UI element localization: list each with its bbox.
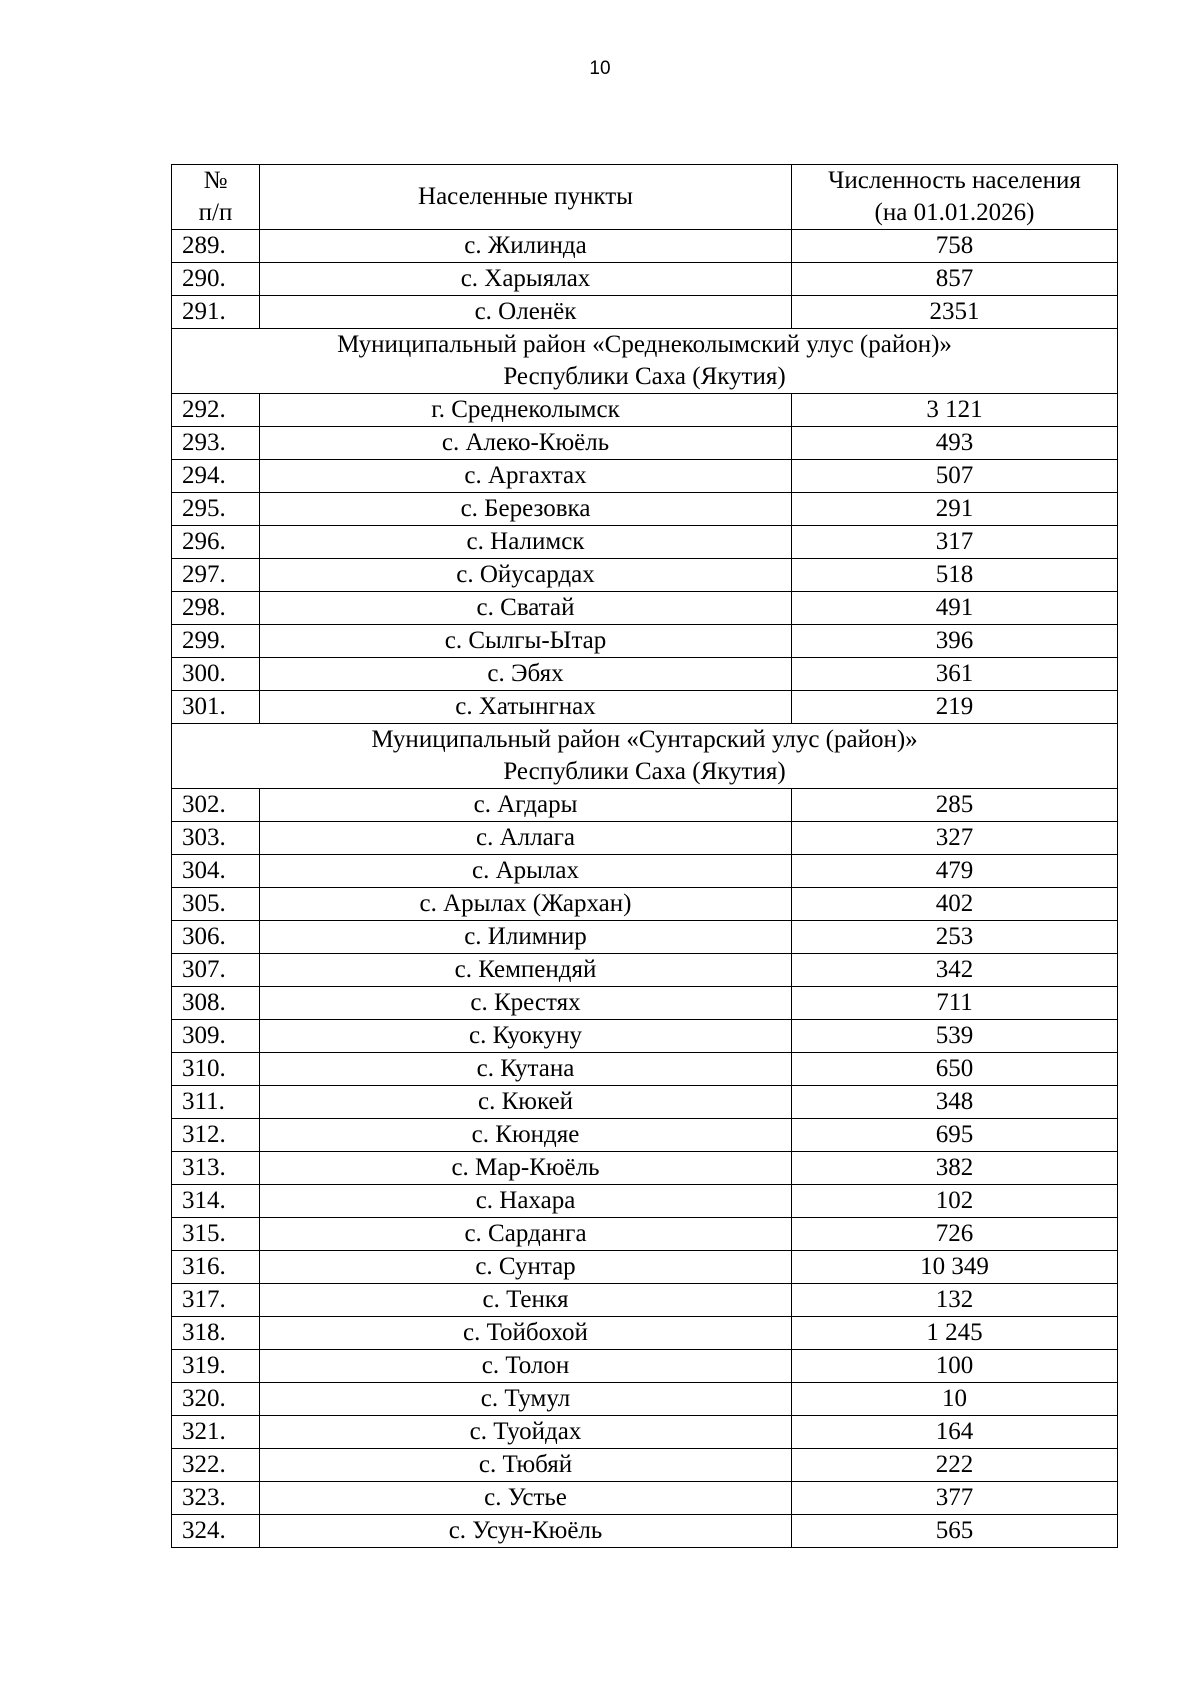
population-value: 479	[792, 855, 1118, 888]
table-row	[172, 592, 1118, 625]
row-number: 301.	[172, 691, 260, 724]
row-number: 298.	[172, 592, 260, 625]
district-heading	[172, 724, 1118, 789]
table-row	[172, 1251, 1118, 1284]
row-number: 313.	[172, 1152, 260, 1185]
population-value: 285	[792, 789, 1118, 822]
row-number: 309.	[172, 1020, 260, 1053]
population-value: 327	[792, 822, 1118, 855]
table-row	[172, 658, 1118, 691]
population-value: 695	[792, 1119, 1118, 1152]
table-row	[172, 1449, 1118, 1482]
table-row	[172, 1119, 1118, 1152]
settlement-name: с. Усун-Кюёль	[260, 1515, 792, 1548]
population-value: 132	[792, 1284, 1118, 1317]
settlement-name: с. Кюкей	[260, 1086, 792, 1119]
settlement-name: с. Харыялах	[260, 263, 792, 296]
population-value: 10 349	[792, 1251, 1118, 1284]
settlement-name: с. Сылгы-Ытар	[260, 625, 792, 658]
settlement-name: с. Устье	[260, 1482, 792, 1515]
table-row	[172, 296, 1118, 329]
row-number: 305.	[172, 888, 260, 921]
row-number: 323.	[172, 1482, 260, 1515]
row-number: 291.	[172, 296, 260, 329]
population-value: 317	[792, 526, 1118, 559]
settlement-name: с. Хатынгнах	[260, 691, 792, 724]
settlement-name: с. Кемпендяй	[260, 954, 792, 987]
table-row	[172, 1317, 1118, 1350]
table-row	[172, 822, 1118, 855]
settlement-name: с. Сватай	[260, 592, 792, 625]
row-number: 299.	[172, 625, 260, 658]
population-value: 491	[792, 592, 1118, 625]
table-row	[172, 1218, 1118, 1251]
district-heading-line1: Муниципальный район «Сунтарский улус (район)»	[371, 726, 918, 753]
table-row	[172, 987, 1118, 1020]
table-row	[172, 1152, 1118, 1185]
row-number: 300.	[172, 658, 260, 691]
population-value: 650	[792, 1053, 1118, 1086]
population-value: 507	[792, 460, 1118, 493]
table-body	[172, 230, 1118, 1548]
table-row	[172, 789, 1118, 822]
table-row	[172, 263, 1118, 296]
header-number	[172, 165, 260, 230]
settlement-name: с. Ойусардах	[260, 559, 792, 592]
settlement-name: с. Кутана	[260, 1053, 792, 1086]
row-number: 293.	[172, 427, 260, 460]
settlement-name: с. Березовка	[260, 493, 792, 526]
settlement-name: с. Туойдах	[260, 1416, 792, 1449]
population-value: 164	[792, 1416, 1118, 1449]
population-value: 3 121	[792, 394, 1118, 427]
table-row	[172, 691, 1118, 724]
table-row	[172, 855, 1118, 888]
row-number: 307.	[172, 954, 260, 987]
row-number: 316.	[172, 1251, 260, 1284]
row-number: 290.	[172, 263, 260, 296]
table-row	[172, 427, 1118, 460]
settlement-name: с. Крестях	[260, 987, 792, 1020]
population-value: 565	[792, 1515, 1118, 1548]
table-row	[172, 954, 1118, 987]
settlement-name: с. Оленёк	[260, 296, 792, 329]
population-value: 758	[792, 230, 1118, 263]
population-value: 102	[792, 1185, 1118, 1218]
row-number: 322.	[172, 1449, 260, 1482]
row-number: 297.	[172, 559, 260, 592]
table-row	[172, 394, 1118, 427]
table-row	[172, 888, 1118, 921]
row-number: 295.	[172, 493, 260, 526]
settlement-name: г. Среднеколымск	[260, 394, 792, 427]
table-row	[172, 1482, 1118, 1515]
district-heading	[172, 329, 1118, 394]
settlement-name: с. Алеко-Кюёль	[260, 427, 792, 460]
table-row	[172, 1350, 1118, 1383]
row-number: 308.	[172, 987, 260, 1020]
population-value: 219	[792, 691, 1118, 724]
header-number-line1: №	[203, 167, 228, 194]
table-row	[172, 921, 1118, 954]
header-population	[792, 165, 1118, 230]
row-number: 312.	[172, 1119, 260, 1152]
settlement-name: с. Аллага	[260, 822, 792, 855]
population-value: 396	[792, 625, 1118, 658]
table-row	[172, 1086, 1118, 1119]
settlement-name: с. Нахара	[260, 1185, 792, 1218]
settlement-name: с. Налимск	[260, 526, 792, 559]
district-heading-line2: Республики Саха (Якутия)	[503, 758, 786, 785]
header-population-line1: Численность населения	[828, 167, 1081, 194]
table-row	[172, 1185, 1118, 1218]
settlement-name: с. Мар-Кюёль	[260, 1152, 792, 1185]
header-population-line2: (на 01.01.2026)	[874, 199, 1035, 226]
row-number: 302.	[172, 789, 260, 822]
population-value: 2351	[792, 296, 1118, 329]
population-value: 857	[792, 263, 1118, 296]
district-row	[172, 724, 1118, 789]
population-value: 539	[792, 1020, 1118, 1053]
settlement-name: с. Жилинда	[260, 230, 792, 263]
table-row	[172, 493, 1118, 526]
page-number: 10	[589, 58, 611, 79]
population-value: 1 245	[792, 1317, 1118, 1350]
row-number: 296.	[172, 526, 260, 559]
settlement-name: с. Тумул	[260, 1383, 792, 1416]
population-value: 382	[792, 1152, 1118, 1185]
settlement-name: с. Кюндяе	[260, 1119, 792, 1152]
table-row	[172, 230, 1118, 263]
row-number: 315.	[172, 1218, 260, 1251]
population-value: 10	[792, 1383, 1118, 1416]
row-number: 303.	[172, 822, 260, 855]
row-number: 310.	[172, 1053, 260, 1086]
row-number: 314.	[172, 1185, 260, 1218]
settlement-name: с. Эбях	[260, 658, 792, 691]
district-heading-line2: Республики Саха (Якутия)	[503, 363, 786, 390]
row-number: 317.	[172, 1284, 260, 1317]
row-number: 294.	[172, 460, 260, 493]
table-row	[172, 460, 1118, 493]
population-value: 711	[792, 987, 1118, 1020]
row-number: 289.	[172, 230, 260, 263]
settlement-name: с. Тенкя	[260, 1284, 792, 1317]
settlement-name: с. Толон	[260, 1350, 792, 1383]
settlement-name: с. Тюбяй	[260, 1449, 792, 1482]
row-number: 304.	[172, 855, 260, 888]
settlement-name: с. Агдары	[260, 789, 792, 822]
row-number: 318.	[172, 1317, 260, 1350]
settlement-name: с. Тойбохой	[260, 1317, 792, 1350]
district-heading-line1: Муниципальный район «Среднеколымский улус (район)»	[337, 331, 952, 358]
row-number: 292.	[172, 394, 260, 427]
population-value: 348	[792, 1086, 1118, 1119]
settlement-name: с. Арылах	[260, 855, 792, 888]
row-number: 321.	[172, 1416, 260, 1449]
row-number: 320.	[172, 1383, 260, 1416]
table-header	[172, 165, 1118, 230]
population-value: 222	[792, 1449, 1118, 1482]
settlement-name: с. Сарданга	[260, 1218, 792, 1251]
header-settlements: Населенные пункты	[260, 165, 792, 230]
population-value: 342	[792, 954, 1118, 987]
table-row	[172, 1515, 1118, 1548]
row-number: 319.	[172, 1350, 260, 1383]
table-row	[172, 526, 1118, 559]
settlement-name: с. Куокуну	[260, 1020, 792, 1053]
settlement-name: с. Сунтар	[260, 1251, 792, 1284]
population-value: 518	[792, 559, 1118, 592]
table-row	[172, 1383, 1118, 1416]
table-row	[172, 1020, 1118, 1053]
settlement-name: с. Илимнир	[260, 921, 792, 954]
population-value: 100	[792, 1350, 1118, 1383]
row-number: 306.	[172, 921, 260, 954]
table-row	[172, 1284, 1118, 1317]
district-row	[172, 329, 1118, 394]
table-row	[172, 1053, 1118, 1086]
row-number: 311.	[172, 1086, 260, 1119]
population-value: 377	[792, 1482, 1118, 1515]
population-value: 291	[792, 493, 1118, 526]
population-table	[171, 164, 1118, 1548]
settlement-name: с. Аргахтах	[260, 460, 792, 493]
population-value: 493	[792, 427, 1118, 460]
population-value: 361	[792, 658, 1118, 691]
population-value: 402	[792, 888, 1118, 921]
settlement-name: с. Арылах (Жархан)	[260, 888, 792, 921]
header-number-line2: п/п	[198, 199, 233, 226]
table-row	[172, 559, 1118, 592]
table-row	[172, 1416, 1118, 1449]
population-value: 253	[792, 921, 1118, 954]
population-value: 726	[792, 1218, 1118, 1251]
table-row	[172, 625, 1118, 658]
row-number: 324.	[172, 1515, 260, 1548]
